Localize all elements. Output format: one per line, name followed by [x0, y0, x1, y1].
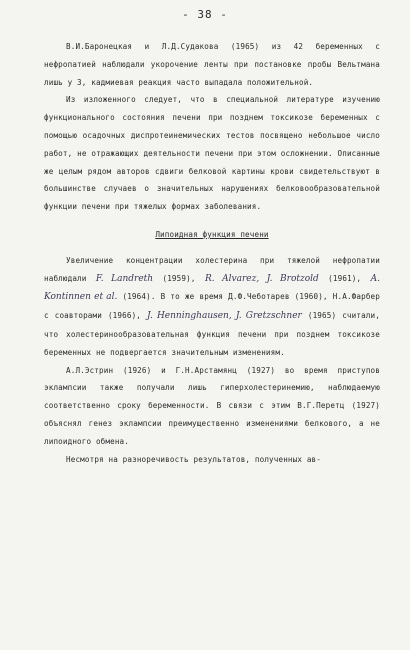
- p3-text-c: (1961),: [318, 273, 371, 283]
- p3-text-b: (1959),: [153, 273, 205, 283]
- handwritten-author-3: A. Kontinnen et al.: [44, 273, 381, 303]
- paragraph-4: А.Л.Эстрин (1926) и Г.Н.Арстамянц (1927) во время приступов эклампсии также получали лишь гиперхолестеринемию, наблюдаемую соответственно сроку беременности. В связи с этим В.Г.Перетц (1927) объяснял генез эклампсии преимущественно изменениями белкового, а не липоидного обмена.: [44, 365, 380, 446]
- section-heading: Липоидная функция печени: [155, 229, 269, 239]
- page-number: - 38 -: [182, 8, 228, 21]
- handwritten-author-1: F. Landreth: [95, 273, 154, 284]
- paragraph-2: Из изложенного следует, что в специальной литературе изучению функционального состояния печени при позднем токсикозе беременных с помощью осадочных диспротеинемических тестов посвящено небольшое число работ, не отражающих деятельности печени при этом осложнении. Описанные же целым рядом авторов сдвиги белковой картины крови свидетельствуют в большинстве случаев о значительных нарушениях белковообразовательной функции печени при тяжелых формах заболевания.: [44, 95, 380, 212]
- paragraph-1: В.И.Баронецкая и Л.Д.Судакова (1965) из 42 беременных с нефропатией наблюдали укорочение ленты при постановке пробы Вельтмана лишь у 3, кадмиевая реакция часто выпадала положительной.: [44, 42, 380, 87]
- handwritten-author-2: R. Alvarez, J. Brotzold: [204, 273, 319, 284]
- p3-text-e: (1965) считали, что холестеринообразовательная функция печени при позднем токсикозе беременных не подвергается значительным изменениям.: [44, 311, 380, 357]
- handwritten-author-4: J. Henninghausen, J. Gretzschner: [147, 311, 302, 322]
- paragraph-5: Несмотря на разноречивость результатов, полученных ав-: [66, 454, 321, 464]
- paragraph-3: [44, 252, 380, 362]
- p3-text-a: Увеличение концентрации холестерина при тяжелой нефропатии наблюдали: [44, 255, 380, 283]
- body-text: [44, 38, 380, 468]
- p3-text-d: (1964). В то же время Д.Ф.Чеботарев (1960), Н.А.Фарбер с соавторами (1966),: [44, 292, 380, 321]
